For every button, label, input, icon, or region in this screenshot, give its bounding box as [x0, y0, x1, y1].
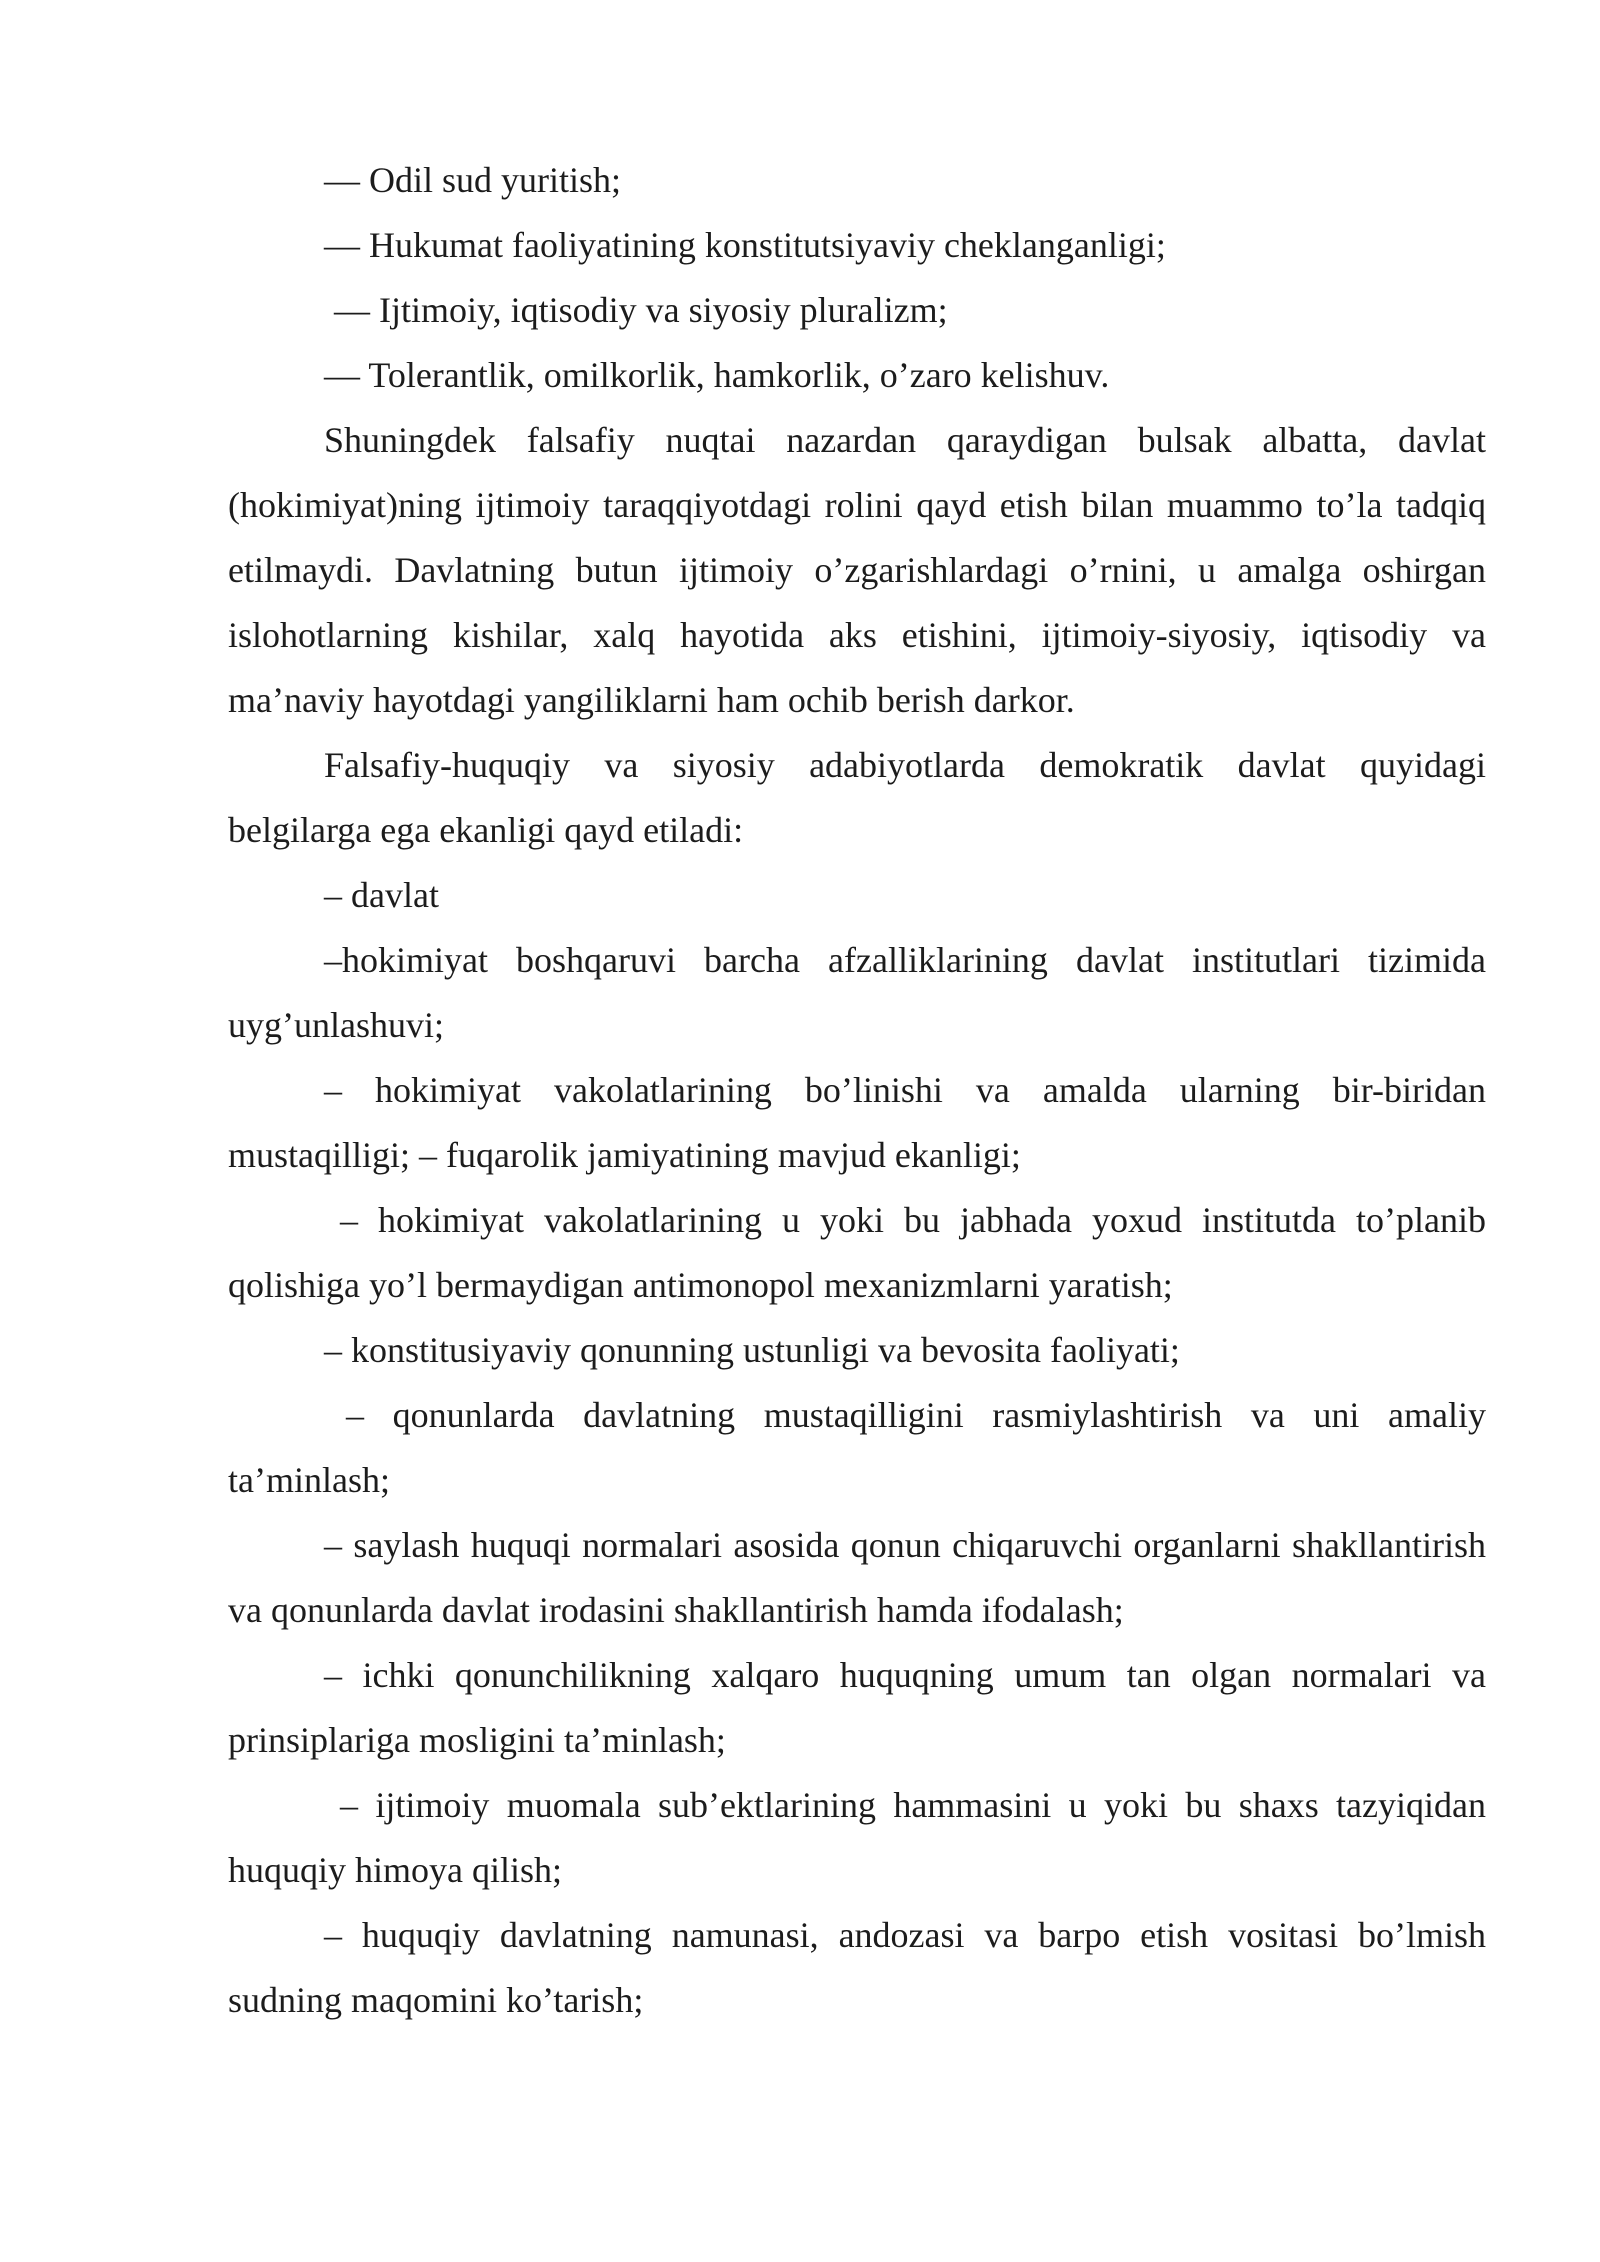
feature-item: –hokimiyat boshqaruvi barcha afzalliklarining davlat institutlari tizimida uyg’unlashuvi;	[228, 940, 1486, 1045]
feature-item: – konstitusiyaviy qonunning ustunligi va bevosita faoliyati;	[324, 1330, 1180, 1370]
feature-item: – qonunlarda davlatning mustaqilligini rasmiylashtirish va uni amaliy ta’minlash;	[228, 1395, 1486, 1500]
feature-item: – hokimiyat vakolatlarining u yoki bu jabhada yoxud institutda to’planib qolishiga yo’l bermaydigan antimonopol mexanizmlarni yaratish;	[228, 1200, 1486, 1305]
dash-item: — Odil sud yuritish;	[324, 160, 622, 200]
dash-item: — Hukumat faoliyatining konstitutsiyaviy cheklanganligi;	[324, 225, 1166, 265]
document-page	[228, 148, 1486, 2033]
dash-item: — Ijtimoiy, iqtisodiy va siyosiy pluralizm;	[334, 290, 948, 330]
feature-item: – ichki qonunchilikning xalqaro huquqning umum tan olgan normalari va prinsiplariga mosligini ta’minlash;	[228, 1655, 1486, 1760]
feature-item: – hokimiyat vakolatlarining bo’linishi va amalda ularning bir-biridan mustaqilligi; – fuqarolik jamiyatining mavjud ekanligi;	[228, 1070, 1486, 1175]
feature-item: – davlat	[324, 875, 439, 915]
feature-item: – ijtimoiy muomala sub’ektlarining hammasini u yoki bu shaxs tazyiqidan huquqiy himoya qilish;	[228, 1785, 1486, 1890]
feature-item: – saylash huquqi normalari asosida qonun chiqaruvchi organlarni shakllantirish va qonunlarda davlat irodasini shakllantirish hamda ifodalash;	[228, 1525, 1486, 1630]
dash-item: — Tolerantlik, omilkorlik, hamkorlik, o’zaro kelishuv.	[324, 355, 1110, 395]
body-paragraph: Falsafiy-huquqiy va siyosiy adabiyotlarda demokratik davlat quyidagi belgilarga ega ekanligi qayd etiladi:	[228, 745, 1486, 850]
feature-item: – huquqiy davlatning namunasi, andozasi va barpo etish vositasi bo’lmish sudning maqomini ko’tarish;	[228, 1915, 1486, 2020]
body-paragraph: Shuningdek falsafiy nuqtai nazardan qaraydigan bulsak albatta, davlat (hokimiyat)ning ijtimoiy taraqqiyotdagi rolini qayd etish bilan muammo to’la tadqiq etilmaydi. Davlatning butun ijtimoiy o’zgarishlardagi o’rnini, u amalga oshirgan islohotlarning kishilar, xalq hayotida aks etishini, ijtimoiy-siyosiy, iqtisodiy va ma’naviy hayotdagi yangiliklarni ham ochib berish darkor.	[228, 420, 1486, 720]
